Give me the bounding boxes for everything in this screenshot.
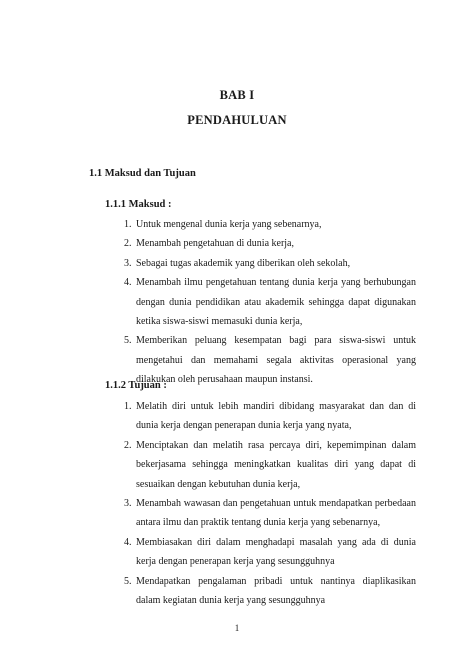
list-item-text: Membiasakan diri dalam menghadapi masalah yang ada di dunia kerja dengan penerapan kerja yang sesungguhnya bbox=[136, 536, 416, 568]
section-heading: 1.1 Maksud dan Tujuan bbox=[89, 168, 196, 179]
list-item-text: Menambah pengetahuan di dunia kerja, bbox=[136, 238, 294, 250]
list-item-text: Memberikan peluang kesempatan bagi para siswa-siswi untuk mengetahui dan memahami segala aktivitas operasional yang dilakukan oleh perusahaan maupun instansi. bbox=[136, 335, 416, 386]
list-item bbox=[124, 533, 416, 572]
maksud-list bbox=[124, 215, 416, 390]
list-item-number: 3. bbox=[124, 498, 132, 510]
list-item-number: 1. bbox=[124, 219, 132, 230]
list-item-number: 2. bbox=[124, 238, 132, 250]
list-item-number: 5. bbox=[124, 575, 132, 587]
list-item-text: Sebagai tugas akademik yang diberikan oleh sekolah, bbox=[136, 257, 351, 269]
list-item-number: 4. bbox=[124, 536, 132, 548]
list-item-number: 5. bbox=[124, 335, 132, 347]
list-item bbox=[124, 436, 416, 494]
list-item bbox=[124, 215, 416, 234]
tujuan-list bbox=[124, 397, 416, 610]
list-item bbox=[124, 254, 416, 273]
maksud-heading: 1.1.1 Maksud : bbox=[105, 199, 172, 210]
list-item-text: Menambah wawasan dan pengetahuan untuk mendapatkan perbedaan antara ilmu dan praktik tentang dunia kerja yang sebenarnya, bbox=[136, 498, 416, 529]
list-item bbox=[124, 331, 416, 389]
list-item-text: Menciptakan dan melatih rasa percaya diri, kepemimpinan dalam bekerjasama sehingga meningkatkan kualitas diri yang dapat di sesuaikan dengan kebutuhan dunia kerja, bbox=[136, 439, 416, 490]
list-item bbox=[124, 494, 416, 533]
list-item bbox=[124, 273, 416, 331]
list-item-number: 1. bbox=[124, 401, 132, 412]
chapter-title: PENDAHULUAN bbox=[187, 113, 287, 127]
list-item-text: Melatih diri untuk lebih mandiri dibidang masyarakat dan dan di dunia kerja dengan penerapan dunia kerja yang nyata, bbox=[136, 401, 416, 432]
list-item bbox=[124, 572, 416, 611]
list-item-text: Menambah ilmu pengetahuan tentang dunia kerja yang berhubungan dengan dunia pendidikan atau akademik sehingga dapat digunakan ketika siswa-siswi memasuki dunia kerja, bbox=[136, 277, 416, 328]
tujuan-heading: 1.1.2 Tujuan : bbox=[105, 380, 167, 391]
list-item-number: 3. bbox=[124, 257, 132, 269]
page-number: 1 bbox=[234, 623, 240, 633]
list-item bbox=[124, 397, 416, 436]
list-item-number: 4. bbox=[124, 277, 132, 289]
chapter-number: BAB I bbox=[219, 88, 255, 102]
list-item-number: 2. bbox=[124, 439, 132, 451]
list-item bbox=[124, 234, 416, 253]
list-item-text: Untuk mengenal dunia kerja yang sebenarnya, bbox=[136, 219, 322, 230]
list-item-text: Mendapatkan pengalaman pribadi untuk nantinya diaplikasikan dalam kegiatan dunia kerja yang sesungguhnya bbox=[136, 575, 416, 607]
